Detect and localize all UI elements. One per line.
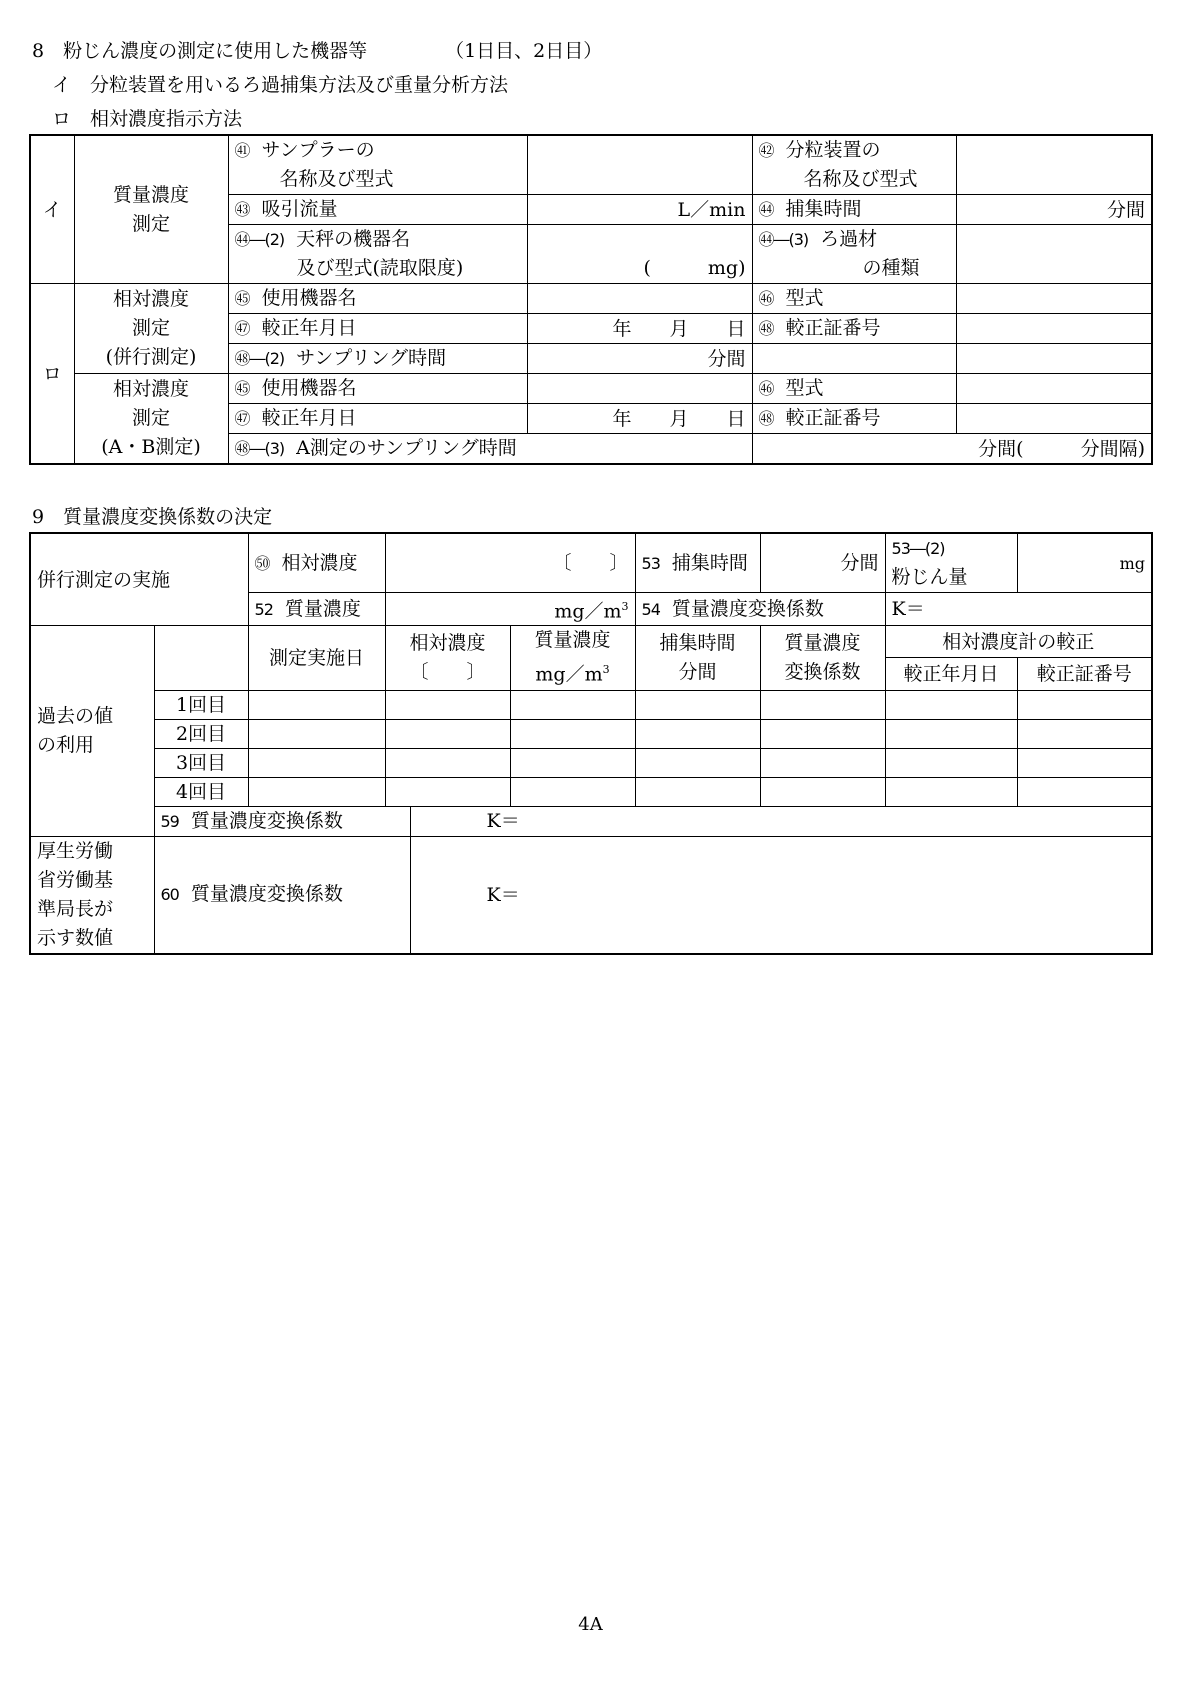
row-label-ro: ロ: [30, 284, 74, 465]
cell-field[interactable]: [248, 748, 385, 777]
calib-date-field-b[interactable]: 年 月 日: [527, 404, 752, 434]
cell-field[interactable]: [885, 690, 1017, 719]
cell-field[interactable]: [760, 748, 885, 777]
cell-field[interactable]: [1017, 777, 1152, 806]
cell-field[interactable]: [385, 777, 510, 806]
calib-cert-label-b: ㊽ 較正証番号: [752, 404, 956, 434]
cell-field[interactable]: [885, 748, 1017, 777]
row-label-i: イ: [30, 135, 74, 284]
cell-field[interactable]: [385, 719, 510, 748]
collect-time-label: ㊹ 捕集時間: [752, 195, 956, 225]
past-values-label: 過去の値 の利用: [30, 626, 154, 836]
cell-field[interactable]: [635, 690, 760, 719]
cell-field[interactable]: [635, 748, 760, 777]
device-name-field-b[interactable]: [527, 374, 752, 404]
hdr-collect-time: 捕集時間 分間: [635, 626, 760, 690]
mass-measure-label: 質量濃度 測定: [74, 135, 228, 284]
conversion-table: [29, 532, 1153, 955]
device-name-label-b: ㊺ 使用機器名: [228, 374, 527, 404]
hdr-measure-date: 測定実施日: [248, 626, 385, 690]
cell-field[interactable]: [885, 719, 1017, 748]
k-factor-field[interactable]: K＝: [885, 593, 1152, 626]
cell-field[interactable]: [248, 719, 385, 748]
dust-amount-label: 53―(2) 粉じん量: [885, 533, 1017, 593]
collect-time-value-field[interactable]: 分間: [956, 195, 1152, 225]
cell-field[interactable]: [248, 690, 385, 719]
model-field-b[interactable]: [956, 374, 1152, 404]
page-number: 4A: [578, 1614, 603, 1635]
heading-i: イ 分粒装置を用いるろ過捕集方法及び重量分析方法: [52, 74, 509, 96]
cell-field[interactable]: [385, 690, 510, 719]
rel-conc-label: ㊿ 相対濃度: [248, 533, 385, 593]
rel-parallel-label: 相対濃度 測定 (併行測定): [74, 284, 228, 374]
model-label: ㊻ 型式: [752, 284, 956, 314]
cell-field[interactable]: [510, 690, 635, 719]
cell-field[interactable]: [510, 719, 635, 748]
row-label-1: 1回目: [154, 690, 248, 719]
calib-cert-label: ㊽ 較正証番号: [752, 314, 956, 344]
calib-date-label: ㊼ 較正年月日: [228, 314, 527, 344]
section-9-title: 9 質量濃度変換係数の決定: [32, 506, 273, 528]
cell-field[interactable]: [510, 777, 635, 806]
calib-date-field[interactable]: 年 月 日: [527, 314, 752, 344]
cell-field[interactable]: [510, 748, 635, 777]
hdr-calib-date: 較正年月日: [885, 658, 1017, 690]
cell-field[interactable]: [1017, 748, 1152, 777]
row-label-4: 4回目: [154, 777, 248, 806]
mass-conc-label: 52 質量濃度: [248, 593, 385, 626]
cell-field[interactable]: [760, 719, 885, 748]
device-name-label: ㊺ 使用機器名: [228, 284, 527, 314]
rel-conc-field[interactable]: 〔 〕: [385, 533, 635, 593]
dust-amount-field[interactable]: mg: [1017, 533, 1152, 593]
a-sampling-time-field[interactable]: 分間( 分間隔): [752, 434, 1152, 465]
section-8-days: （1日目、2日目）: [445, 40, 603, 62]
sampling-time-label: ㊽―(2) サンプリング時間: [228, 344, 527, 374]
cell-field[interactable]: [1017, 719, 1152, 748]
calib-cert-field[interactable]: [956, 314, 1152, 344]
model-label-b: ㊻ 型式: [752, 374, 956, 404]
section-8-title: 8 粉じん濃度の測定に使用した機器等 （1日目、2日目）: [32, 40, 603, 62]
hdr-calibration: 相対濃度計の較正: [885, 626, 1152, 658]
mass-conc-field[interactable]: $mg/m^3$: [385, 593, 635, 626]
hdr-mass-conc: 質量濃度 $mg/m^3$: [510, 626, 635, 690]
past-k-factor-field[interactable]: K＝: [410, 806, 1152, 836]
mhlw-k-factor-label: 60 質量濃度変換係数: [154, 836, 410, 954]
k-factor-label: 54 質量濃度変換係数: [635, 593, 885, 626]
sampling-time-field[interactable]: 分間: [527, 344, 752, 374]
empty-cell: [752, 344, 956, 374]
mhlw-label: 厚生労働 省労働基 準局長が 示す数値: [30, 836, 154, 954]
cell-field[interactable]: [635, 719, 760, 748]
cell-field[interactable]: [635, 777, 760, 806]
classifier-value-field[interactable]: [956, 135, 1152, 195]
rel-ab-label: 相対濃度 測定 (A・B測定): [74, 374, 228, 465]
model-field[interactable]: [956, 284, 1152, 314]
equipment-table: [29, 134, 1153, 465]
past-k-factor-label: 59 質量濃度変換係数: [154, 806, 410, 836]
cell-field[interactable]: [1017, 690, 1152, 719]
calib-cert-field-b[interactable]: [956, 404, 1152, 434]
hdr-k-factor: 質量濃度 変換係数: [760, 626, 885, 690]
balance-value-field[interactable]: ( mg): [527, 225, 752, 284]
heading-ro: ロ 相対濃度指示方法: [52, 108, 243, 130]
collect-time-label-9: 53 捕集時間: [635, 533, 760, 593]
cell-field[interactable]: [385, 748, 510, 777]
sampler-label: ㊶ サンプラーの 名称及び型式: [228, 135, 527, 195]
flow-value-field[interactable]: L／min: [527, 195, 752, 225]
device-name-field[interactable]: [527, 284, 752, 314]
empty-cell: [956, 344, 1152, 374]
flow-label: ㊸ 吸引流量: [228, 195, 527, 225]
row-label-2: 2回目: [154, 719, 248, 748]
balance-label: ㊹―(2) 天秤の機器名 及び型式(読取限度): [228, 225, 527, 284]
hdr-calib-cert: 較正証番号: [1017, 658, 1152, 690]
cell-field[interactable]: [760, 690, 885, 719]
parallel-label: 併行測定の実施: [30, 533, 248, 626]
classifier-label: ㊷ 分粒装置の 名称及び型式: [752, 135, 956, 195]
mhlw-k-factor-field[interactable]: K＝: [410, 836, 1152, 954]
row-label-3: 3回目: [154, 748, 248, 777]
sampler-value-field[interactable]: [527, 135, 752, 195]
cell-field[interactable]: [248, 777, 385, 806]
hdr-rel-conc: 相対濃度 〔 〕: [385, 626, 510, 690]
collect-time-field-9[interactable]: 分間: [760, 533, 885, 593]
cell-field[interactable]: [885, 777, 1017, 806]
calib-date-label-b: ㊼ 較正年月日: [228, 404, 527, 434]
a-sampling-time-label: ㊽―(3) A測定のサンプリング時間: [228, 434, 752, 465]
filter-label: ㊹―(3) ろ過材 の種類: [752, 225, 956, 284]
cell-field[interactable]: [760, 777, 885, 806]
empty-header-cell: [154, 626, 248, 690]
filter-value-field[interactable]: [956, 225, 1152, 284]
